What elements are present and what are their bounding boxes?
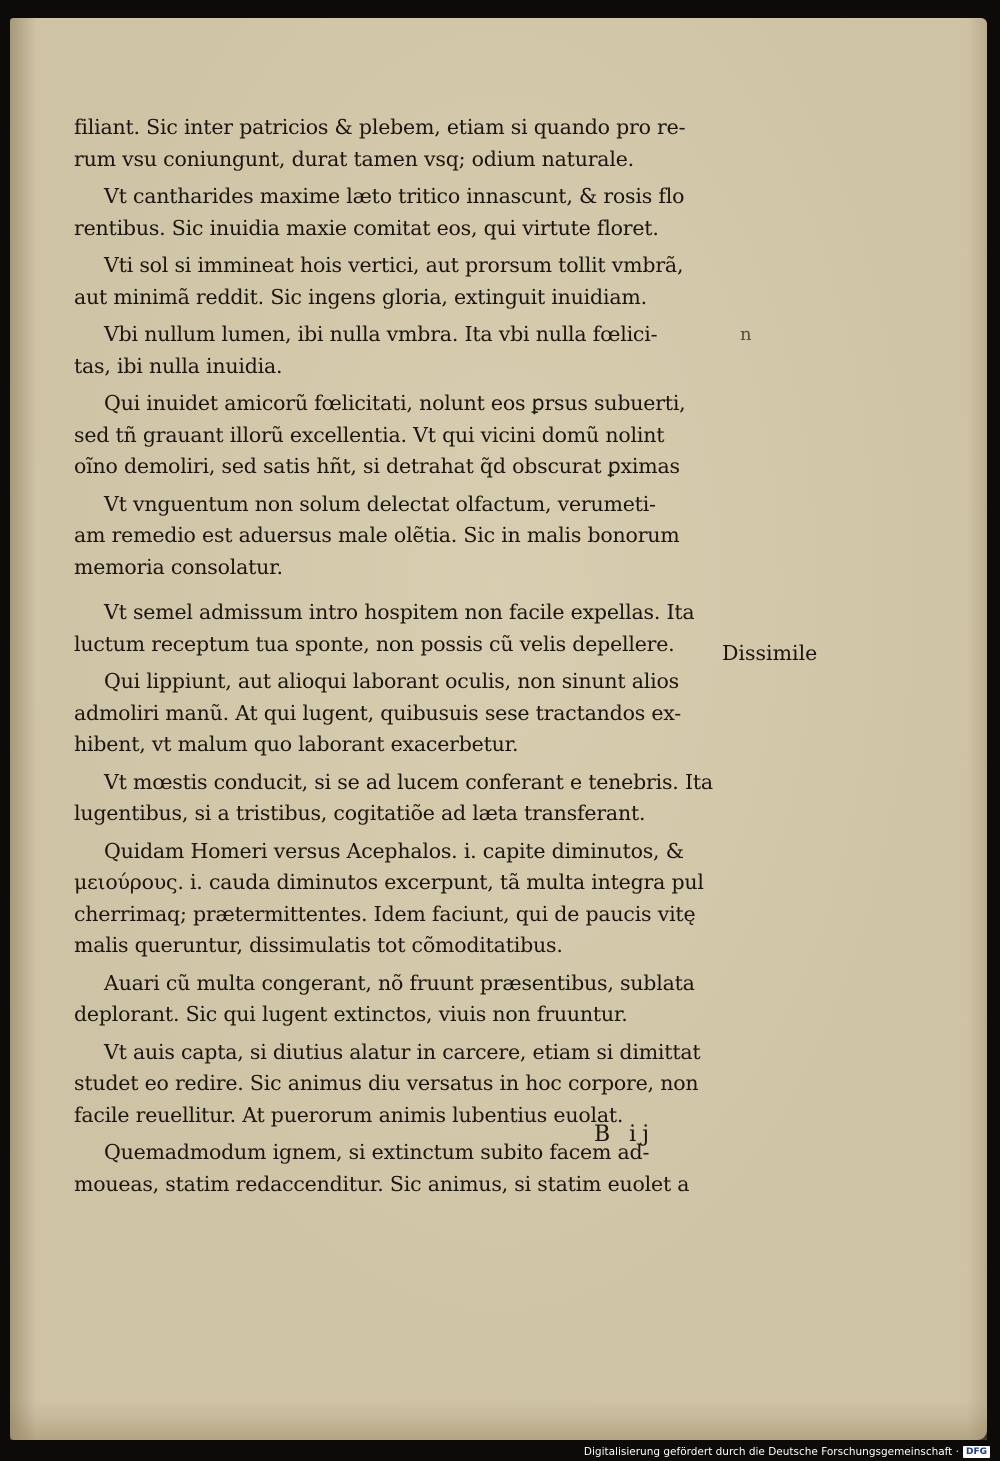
text-line: moueas, statim redaccenditur. Sic animus, si statim euolet a: [74, 1171, 690, 1196]
paragraph-10: [74, 836, 734, 962]
paragraph-9: [74, 767, 734, 830]
text-line: filiant. Sic inter patricios & plebem, etiam si quando pro re-: [74, 115, 686, 139]
text-line: Quidam Homeri versus Acephalos. i. capite diminutos, &: [104, 838, 684, 863]
marginal-fragment: n: [740, 324, 752, 345]
text-line: luctum receptum tua sponte, non possis cũ velis depellere.: [74, 631, 675, 656]
text-line: Auari cũ multa congerant, nõ fruunt præsentibus, sublata: [104, 970, 695, 995]
text-line: hibent, vt malum quo laborant exacerbetur.: [74, 732, 519, 756]
text-line: aut minimã reddit. Sic ingens gloria, extinguit inuidiam.: [74, 284, 647, 309]
marginal-note: Dissimile: [722, 641, 818, 665]
text-line: studet eo redire. Sic animus diu versatus in hoc corpore, non: [74, 1071, 699, 1095]
text-line: admoliri manũ. At qui lugent, quibusuis sese tractandos ex-: [74, 700, 682, 725]
page-bottom-shadow: [10, 1418, 987, 1440]
text-line: lugentibus, si a tristibus, cogitatiõe ad læta transferant.: [74, 801, 646, 825]
paragraph-6: [74, 489, 734, 584]
text-line: cherrimaq; prætermittentes. Idem faciunt, qui de paucis vitę: [74, 901, 696, 926]
text-line: Vt auis capta, si diutius alatur in carcere, etiam si dimittat: [104, 1039, 701, 1064]
paragraph-1: [74, 112, 734, 175]
footer-credit: Digitalisierung gefördert durch die Deutsche Forschungsgemeinschaft ·: [583, 1446, 959, 1458]
paragraph-8: [74, 666, 734, 761]
paragraph-4: [74, 319, 734, 382]
text-line: rum vsu coniungunt, durat tamen vsq; odium naturale.: [74, 146, 634, 171]
dfg-logo-icon: DFG: [963, 1446, 990, 1458]
text-line: Vt cantharides maxime læto tritico innascunt, & rosis flo: [104, 184, 685, 208]
text-line: am remedio est aduersus male olẽtia. Sic in malis bonorum: [74, 523, 680, 547]
signature-mark: B ij: [594, 1122, 656, 1147]
page-body-text: [74, 112, 734, 1206]
text-line: Qui lippiunt, aut alioqui laborant oculis, non sinunt alios: [104, 669, 679, 693]
text-line: malis queruntur, dissimulatis tot cõmoditatibus.: [74, 933, 563, 957]
paragraph-3: [74, 250, 734, 313]
text-line: Qui inuidet amicorũ fœlicitati, nolunt eos ꝑrsus subuerti,: [104, 391, 686, 415]
text-line: deplorant. Sic qui lugent extinctos, viuis non fruuntur.: [74, 1002, 628, 1026]
text-line: oĩno demoliri, sed satis hñt, si detrahat q̃d obscurat ꝑximas: [74, 454, 680, 478]
text-line: tas, ibi nulla inuidia.: [74, 353, 283, 378]
paragraph-2: [74, 181, 734, 244]
text-line: Vbi nullum lumen, ibi nulla vmbra. Ita vbi nulla fœlici-: [104, 322, 658, 346]
text-line: Vt mœstis conducit, si se ad lucem conferant e tenebris. Ita: [104, 769, 713, 794]
text-line: Quemadmodum ignem, si extinctum subito facem ad-: [104, 1140, 650, 1164]
text-line: memoria consolatur.: [74, 554, 283, 579]
paragraph-5: [74, 388, 734, 483]
text-line: rentibus. Sic inuidia maxie comitat eos, qui virtute floret.: [74, 215, 659, 240]
text-line: sed tñ grauant illorũ excellentia. Vt qui vicini domũ nolint: [74, 422, 665, 447]
paragraph-11: [74, 968, 734, 1031]
digitization-footer: [584, 1446, 990, 1458]
text-line: facile reuellitur. At puerorum animis lubentius euolat.: [74, 1102, 624, 1127]
paragraph-12: [74, 1037, 734, 1132]
text-line: Vti sol si immineat hois vertici, aut prorsum tollit vmbrã,: [104, 253, 684, 277]
paragraph-7: [74, 597, 734, 660]
text-line: Vt vnguentum non solum delectat olfactum, verumeti-: [104, 491, 656, 516]
text-line: μειούρους. i. cauda diminutos excerpunt, tã multa integra pul: [74, 870, 704, 894]
text-line: Vt semel admissum intro hospitem non facile expellas. Ita: [104, 600, 695, 624]
